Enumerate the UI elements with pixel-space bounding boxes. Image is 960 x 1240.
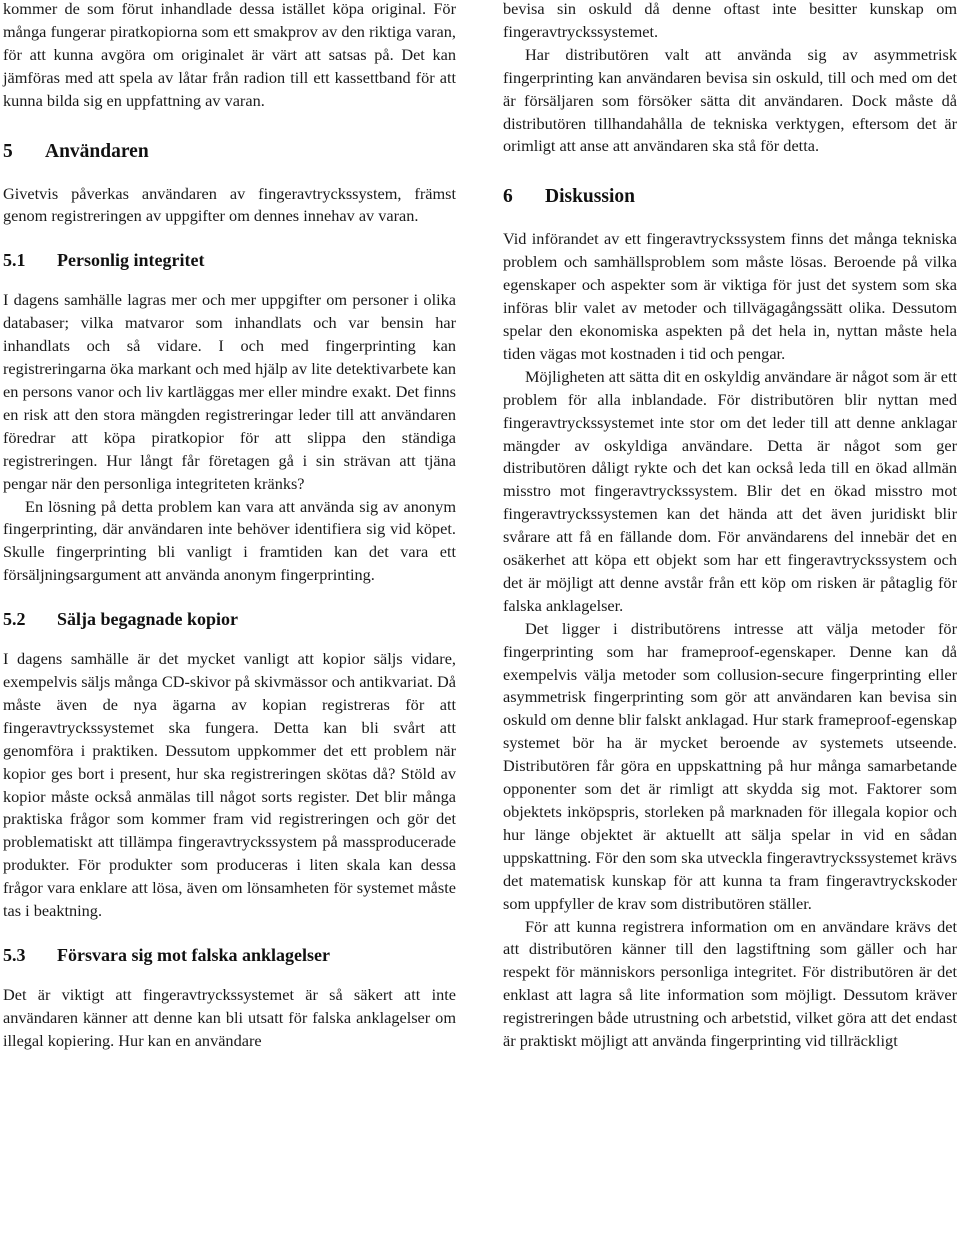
- subsection-heading-5-2: [3, 609, 456, 630]
- section-title: Användaren: [45, 140, 149, 162]
- paragraph: Det är viktigt att fingeravtryckssystemet är så säkert att inte användaren känner att denne kan bli utsatt för falska anklagelser om illegal kopiering. Hur kan en användare: [3, 985, 456, 1050]
- subsection-number: 5.3: [3, 945, 26, 965]
- paragraph: I dagens samhälle lagras mer och mer uppgifter om personer i olika databaser; vilka matvaror som inhandlats och var bensin har inhandlats och så vidare. I och med fingerprinting kan registreringarna öka markant och med hjälp av lite detektivarbete kan en persons vanor och liv kartläggas mer eller mindre exakt. Det finns en risk att den stora mängden registreringar leder till att användaren föredrar att köpa piratkopior för att slippa den ständiga registreringen. Hur långt får företagen gå i sin strävan att tjäna pengar när den personliga integriteten kränks?: [3, 290, 456, 493]
- subsection-title: Sälja begagnade kopior: [57, 609, 239, 630]
- subsection-heading-5-1: [3, 250, 456, 271]
- paragraph: För att kunna registrera information om en användare krävs det att distributören känner till den lagstiftning som gäller och har respekt för människors personliga integritet. För distributören är det enklast att lagra så lite information som möjligt. Dessutom kräver registreringen både utrustning och arbetstid, vilket göra att det endast är praktiskt möjligt att använda fingerprinting vid tillräckligt: [503, 916, 957, 1051]
- section-heading-5: [3, 141, 456, 163]
- subsection-title: Försvara sig mot falska anklagelser: [57, 945, 330, 965]
- paragraph: Givetvis påverkas användaren av fingeravtryckssystem, främst genom registreringen av uppgifter om dennes innehav av varan.: [3, 183, 456, 226]
- section-number: 5: [3, 140, 13, 162]
- paragraph: Vid införandet av ett fingeravtryckssystem finns det många tekniska problem och samhällsproblem som måste lösas. Beroende på vilka egenskaper och aspekter som är viktiga för just det system som ska införas blir valet av metoder och tillvägagångssätt olika. Dessutom spelar den ekonomiska aspekten på det hela in, nyttan måste hela tiden vägas mot kostnaden i tid och pengar.: [503, 229, 957, 363]
- subsection-heading-5-3: [3, 945, 456, 966]
- section-number: 6: [503, 186, 513, 208]
- subsection-number: 5.1: [3, 250, 26, 271]
- paragraph-continued: kommer de som förut inhandlade dessa istället köpa original. För många fungerar piratkopiorna som ett smakprov av den riktiga varan, för att kunna avgöra om originalet är värt att satsas på. Det kan jämföras med att spela av låtar från radion till ett kassettband för att kunna bilda sig en uppfattning av varan.: [3, 0, 456, 110]
- paragraph: Möjligheten att sätta dit en oskyldig användare är något som är ett problem för alla inblandade. För distributören blir nyttan med fingeravtryckssystemet inte stor om det leder till att denne anklagar mängder av oskyldiga användare. Detta är något som ger distributören dåligt rykte och det kan också leda till en ökad allmän misstro mot fingeravtryckssystem. Blir det en ökad misstro mot fingeravtryckssystemen kan det hända att det även juridiskt blir svårare att få en fällande dom. För användarens del innebär det en osäkerhet att köpa ett objekt som har ett fingeravtryckssystem och det är möjligt att denne avstår från ett köp om risken är påtaglig för falska anklagelser.: [503, 366, 957, 615]
- subsection-title: Personlig integritet: [57, 250, 205, 271]
- subsection-number: 5.2: [3, 609, 26, 630]
- paragraph: Har distributören valt att använda sig av asymmetrisk fingerprinting kan användaren bevisa sin oskuld, till och med om det är försäljaren som försöker sätta dit användaren. Dock måste då distributören tillhandahålla de tekniska verktygen, eftersom det är orimligt att anse att användaren ska stå för detta.: [503, 44, 957, 156]
- right-column: [503, 0, 957, 1053]
- paragraph: I dagens samhälle är det mycket vanligt att kopior säljs vidare, exempelvis säljs många CD-skivor på skivmässor och antikvariat. Då måste även de nya ägarna av kopian registreras för att fingeravtryckssystemet ska fungera. Detta kan bli svårt att genomföra i praktiken. Dessutom uppkommer det ett problem när kopior ges bort i present, hur ska registreringen skötas då? Stöld av kopior måste också anmälas till något sorts register. Det blir många praktiska frågor som kommer fram vid registreringen och gör det problematiskt att tillämpa fingeravtryckssystem på massproducerade produkter. För produkter som produceras i liten skala kan dessa frågor vara enklare att lösa, även om lönsamheten för systemet måste tas i beaktning.: [3, 649, 456, 921]
- paragraph-continued: bevisa sin oskuld då denne oftast inte besitter kunskap om fingeravtryckssystemet.: [503, 0, 957, 41]
- left-column: [3, 0, 456, 1053]
- paragraph: Det ligger i distributörens intresse att välja metoder för fingerprinting som har frameproof-egenskaper. Denne kan då exempelvis välja metoder som collusion-secure fingerprinting eller asymmetrisk fingerprinting som gör att användaren kan bevisa sin oskuld om denne blir falskt anklagad. Hur stark frameproof-egenskap systemet bör ha är mycket beroende av systemets utseende. Distributören får göra en uppskattning på hur många samarbetande opponenter som det är rimligt att skydda sig mot. Faktorer som objektets inköpspris, storleken på marknaden för illegala kopior och hur länge objektet är aktuellt att sälja spelar in vid en sådan uppskattning. För den som ska utveckla fingeravtryckssystemet krävs det matematisk kunskap för att kunna ta fram fingeravtryckskoder som uppfyller de krav som distributören ställer.: [503, 618, 957, 913]
- section-title: Diskussion: [545, 186, 635, 208]
- paragraph: En lösning på detta problem kan vara att använda sig av anonym fingerprinting, där användaren inte behöver identifiera sig vid köpet. Skulle fingerprinting bli vanligt i framtiden kan det vara ett försäljningsargument att använda anonym fingerprinting.: [3, 496, 456, 585]
- section-heading-6: [503, 186, 957, 208]
